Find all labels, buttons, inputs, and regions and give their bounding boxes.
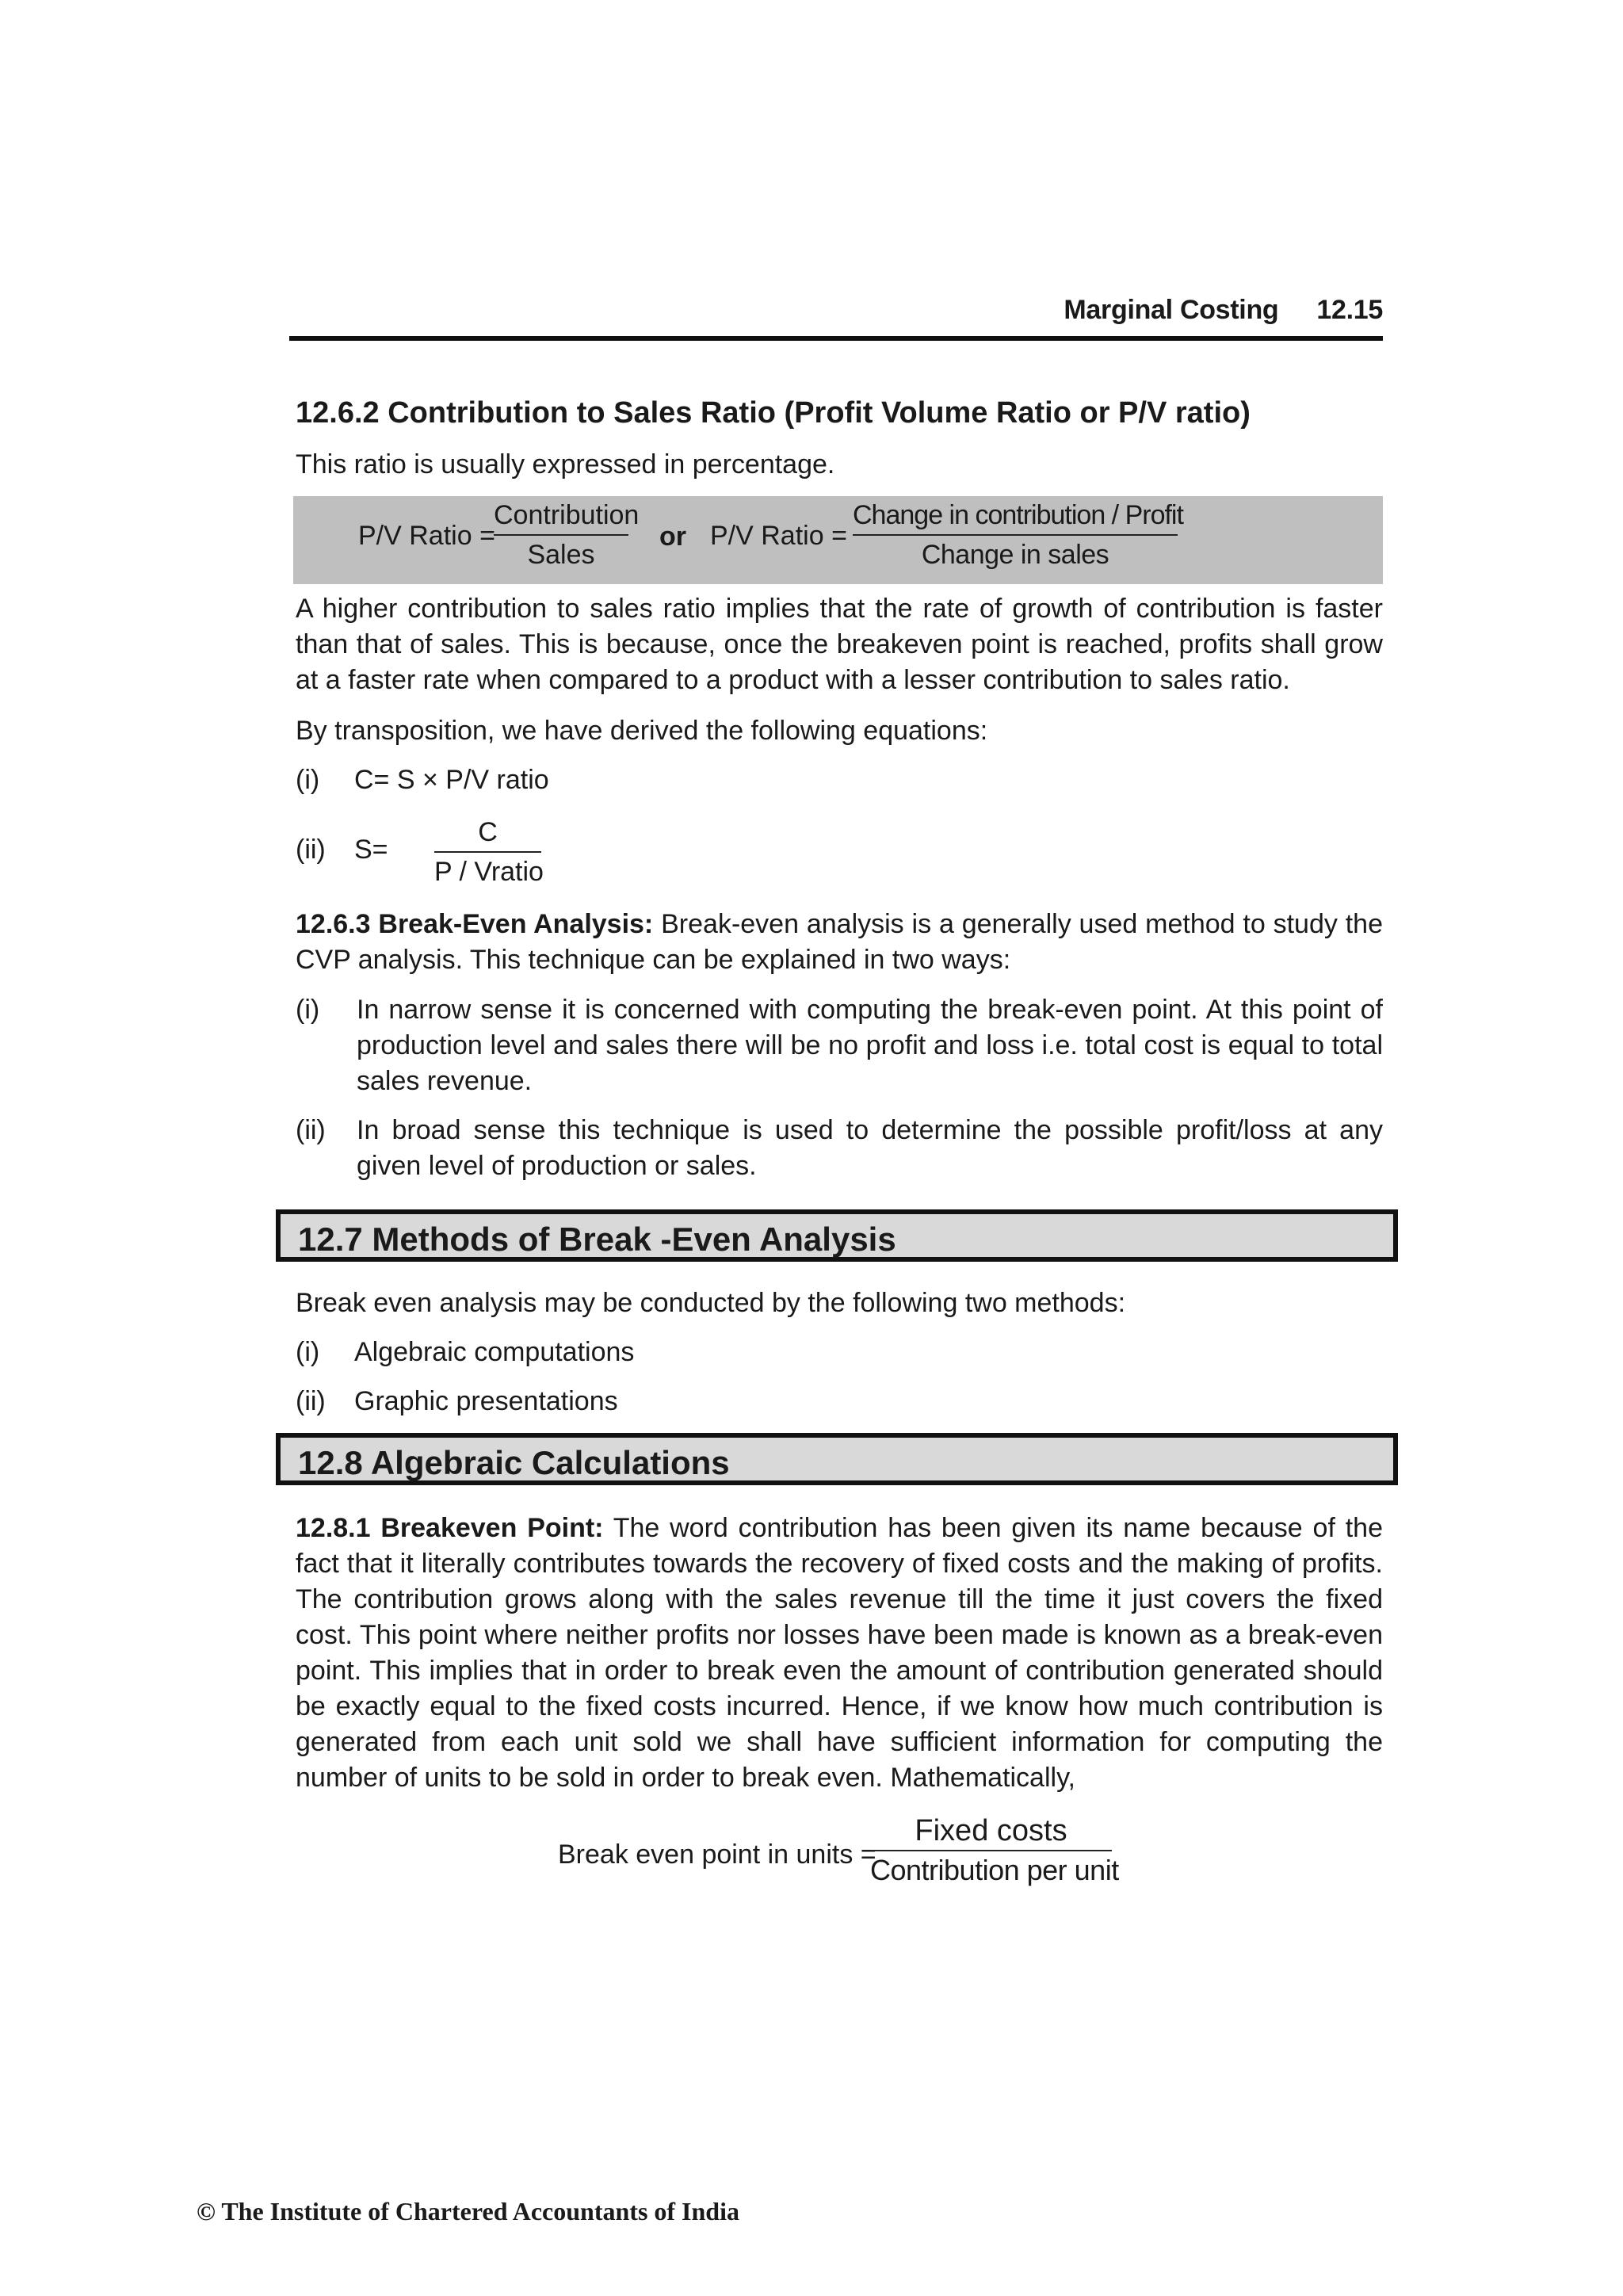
equation-1: C= S × P/V ratio [354,765,549,795]
section-box-12-8 [276,1433,1398,1485]
list-item-text: In narrow sense it is concerned with computing the break-even point. At this point of production level and sales there will be no profit and loss i.e. total cost is equal to total sales revenue. [357,995,1383,1096]
breakeven-point-text: The word contribution has been given its name because of the fact that it literally contributes towards the recovery of fixed costs and the making of profits. The contribution grows along with the sales revenue till the time it just covers the fixed cost. This point where neither profits nor losses have been made is known as a break-even point. This implies that in order to break even the amount of contribution generated should be exactly equal to the fixed costs incurred. Hence, if we know how much contribution is generated from each unit sold we shall have sufficient information for computing the number of units to be sold in order to break even. Mathematically, [296,1513,1383,1793]
pv-intro: This ratio is usually expressed in percentage. [296,449,835,479]
running-header [289,295,1383,341]
bep-formula-label: Break even point in units = [558,1839,876,1870]
list-item-number: (ii) [296,1386,326,1416]
break-even-analysis-paragraph [296,907,1383,978]
bep-denominator: Contribution per unit [870,1854,1119,1886]
chapter-title: Marginal Costing [1064,295,1279,325]
section-title-12-7: 12.7 Methods of Break -Even Analysis [298,1221,896,1258]
list-item-text: In broad sense this technique is used to determine the possible profit/loss at any given level of production or sales. [357,1115,1383,1181]
section-title-12-8: 12.8 Algebraic Calculations [298,1444,730,1481]
fraction-bar [494,534,628,536]
equation-2-numerator: C [478,817,498,847]
formula1-fraction [494,499,640,571]
list-item-number: (ii) [296,1115,326,1145]
equation-2-fraction [434,816,544,888]
formula1-numerator: Contribution [494,500,640,530]
section-box-12-7 [276,1209,1398,1262]
fraction-bar [853,534,1178,536]
equation-1-number: (i) [296,765,320,795]
list-item-number: (i) [296,995,320,1025]
formula2-fraction [853,499,1183,571]
pv-formula-box [293,496,1383,584]
equation-2-denominator: P / Vratio [434,857,544,887]
formula1-label: P/V Ratio = [358,521,495,551]
transposition-text: By transposition, we have derived the following equations: [296,716,988,746]
fraction-bar [870,1850,1112,1851]
page-number: 12.15 [1316,295,1383,325]
copyright-footer: © The Institute of Chartered Accountants of India [197,2197,739,2225]
equation-2-number: (ii) [296,835,326,865]
pv-paragraph: A higher contribution to sales ratio implies that the rate of growth of contribution is faster than that of sales. This is because, once the breakeven point is reached, profits shall grow at a faster rate when compared to a product with a lesser contribution to sales ratio. [296,594,1383,695]
equation-2-lhs: S= [354,835,388,865]
formula2-numerator: Change in contribution / Profit [853,500,1183,530]
fraction-bar [434,851,541,853]
list-item-text: Graphic presentations [354,1386,618,1416]
list-item-text: Algebraic computations [354,1337,635,1367]
list-item-number: (i) [296,1337,320,1367]
methods-intro: Break even analysis may be conducted by the following two methods: [296,1288,1126,1318]
bep-numerator: Fixed costs [915,1814,1067,1847]
break-even-analysis-text: Break-even analysis is a generally used method to study the CVP analysis. This technique can be explained in two ways: [296,909,1384,975]
formula1-denominator: Sales [527,540,595,570]
section-heading-12-6-2: 12.6.2 Contribution to Sales Ratio (Profit Volume Ratio or P/V ratio) [296,396,1251,430]
section-heading-12-6-3: 12.6.3 Break-Even Analysis: [296,909,654,939]
breakeven-point-paragraph [296,1511,1383,1796]
formula2-denominator: Change in sales [921,540,1109,570]
formula2-label: P/V Ratio = [710,521,847,551]
bep-formula-fraction [870,1814,1119,1886]
or-connector: or [659,521,686,552]
header-text [1064,295,1383,326]
section-heading-12-8-1: 12.8.1 Breakeven Point: [296,1513,604,1543]
